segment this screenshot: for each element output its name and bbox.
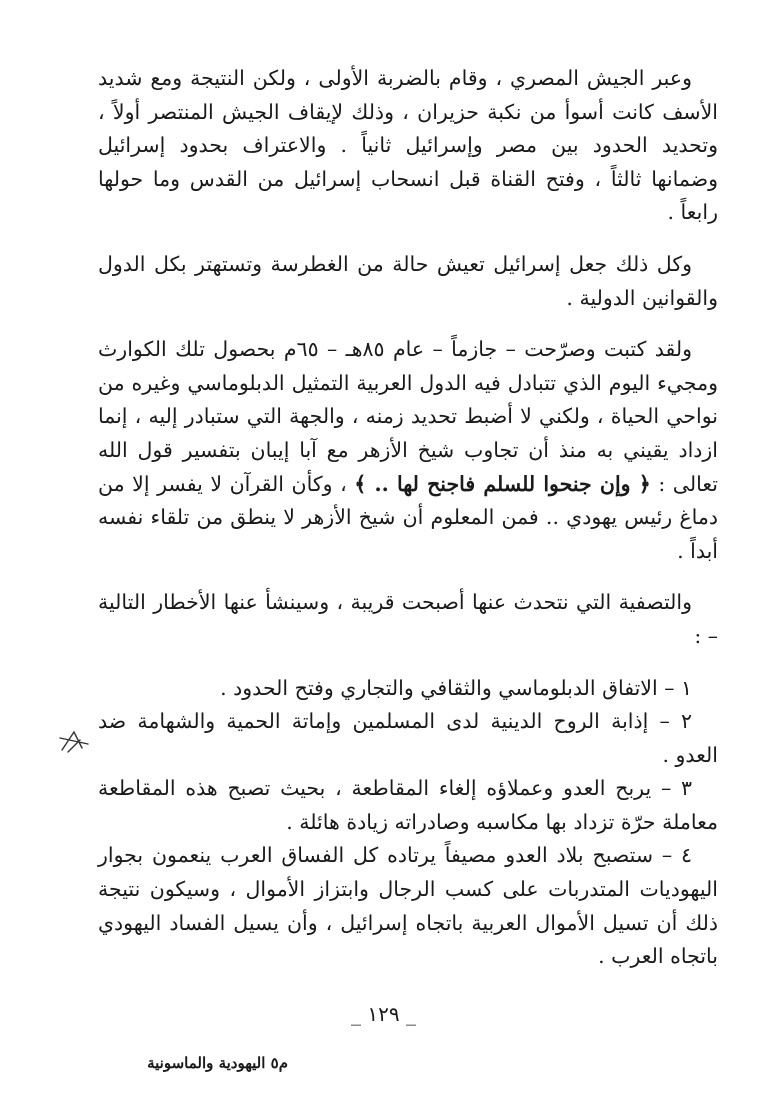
paragraph-2: وكل ذلك جعل إسرائيل تعيش حالة من الغطرسة وتستهتر بكل الدول والقوانين الدولية . (98, 251, 718, 310)
quran-quote: ﴿ وإن جنحوا للسلم فاجنح لها .. ﴾ (354, 471, 651, 496)
list-item-2: ٢ – إذابة الروح الدينية لدى المسلمين وإماتة الحمية والشهامة ضد العدو . (98, 709, 718, 767)
list-item-3: ٣ – يربح العدو وعملاؤه إلغاء المقاطعة ، بحيث تصبح هذه المقاطعة معاملة حرّة تزداد بها مكاسبه وصادراته زيادة هائلة . (98, 776, 718, 834)
paragraph-1: وعبر الجيش المصري ، وقام بالضربة الأولى ، ولكن النتيجة ومع شديد الأسف كانت أسوأ من نكبة حزيران ، وذلك لإيقاف الجيش المنتصر أولاً ، وتحديد الحدود بين مصر وإسرائيل ثانياً . والاعتراف بحدود إسرائيل وضمانها ثالثاً ، وفتح القناة قبل انسحاب إسرائيل من القدس وما حولها رابعاً . (98, 66, 718, 225)
paragraph-3-after: ، وكأن القرآن لا يفسر إلا من دماغ رئيس يهودي .. فمن المعلوم أن شيخ الأزهر لا ينطق من تلقاء نفسه أبداً . (98, 471, 718, 563)
list-item-4: ٤ – ستصبح بلاد العدو مصيفاً يرتاده كل الفساق العرب ينعمون بجوار اليهوديات المتدربات على كسب الرجال وابتزاز الأموال ، وسيكون نتيجة ذلك أن تسيل الأموال العربية باتجاه إسرائيل ، وأن يسيل الفساد اليهودي باتجاه العرب . (98, 843, 718, 969)
paragraph-4: والتصفية التي نتحدث عنها أصبحت قريبة ، وسينشأ عنها الأخطار التالية – : (98, 590, 718, 648)
page-number: _ ١٢٩ _ (351, 1002, 416, 1026)
paragraph-3 (98, 333, 718, 568)
handwritten-mark-icon (58, 728, 90, 756)
footer-title: م٥ اليهودية والماسونية (147, 1054, 288, 1072)
paragraph-3-before: ولقد كتبت وصرّحت – جازماً – عام ٨٥هـ – ٦٥م بحصول تلك الكوارث ومجيء اليوم الذي تتبادل فيه الدول العربية التمثيل الدبلوماسي وغيره من نواحي الحياة ، ولكني لا أضبط تحديد زمنه ، والجهة التي ستبادر إليه ، إنما ازداد يقيني به منذ أن تجاوب شيخ الأزهر مع آبا إيبان بتفسير قول الله تعالى : (98, 337, 718, 496)
body-text (98, 62, 718, 974)
list-item-1: ١ – الاتفاق الدبلوماسي والثقافي والتجاري وفتح الحدود . (220, 675, 692, 700)
